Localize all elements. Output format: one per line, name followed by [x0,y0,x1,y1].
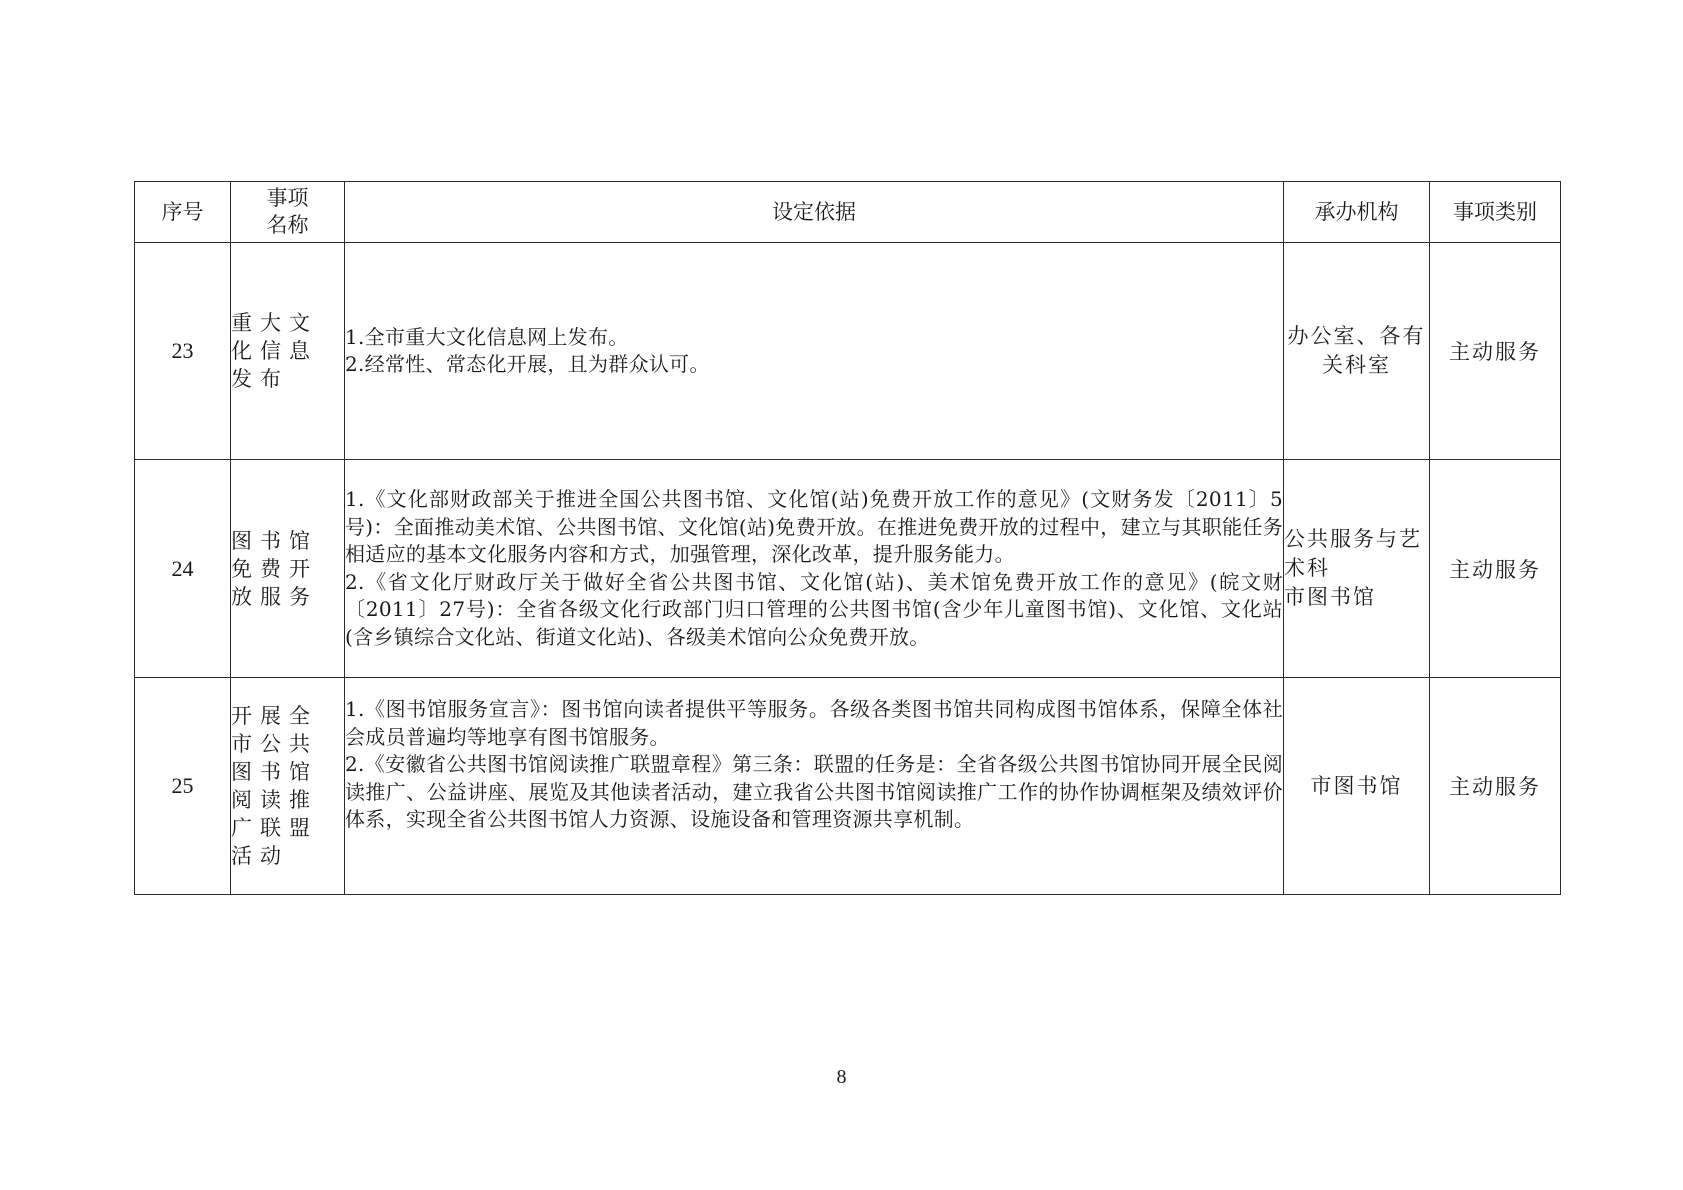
table-row [135,243,1561,460]
table-header-row [135,182,1561,243]
page-number: 8 [836,1066,847,1088]
org-line: 市图书馆 [1284,585,1376,609]
basis-item: 2.经常性、常态化开展，且为群众认可。 [345,352,710,376]
row-org [1284,525,1429,612]
row-name-cell [231,243,345,460]
org-line: 市图书馆 [1310,773,1403,798]
row-name: 开展全市公共图书馆阅读推广联盟活动 [231,704,318,868]
row-basis-cell [345,678,1284,895]
basis-item: 2.《省文化厅财政厅关于做好全省公共图书馆、文化馆(站)、美术馆免费开放工作的意见》(皖文财〔2011〕27号)：全省各级文化行政部门归口管理的公共图书馆(含少年儿童图书馆)、文化馆、文化站(含乡镇综合文化站、街道文化站)、各级美术馆向公众免费开放。 [345,569,1283,649]
row-name: 图书馆免费开放服务 [231,528,318,609]
header-category: 事项类别 [1430,182,1561,243]
table-row [135,678,1561,895]
basis-item: 2.《安徽省公共图书馆阅读推广联盟章程》第三条：联盟的任务是：全省各级公共图书馆协同开展全民阅读推广、公益讲座、展览及其他读者活动，建立我省公共图书馆阅读推广工作的协作协调框架及绩效评价体系，实现全省公共图书馆人力资源、设施设备和管理资源共享机制。 [345,752,1283,832]
row-seq: 23 [135,243,231,460]
row-org-cell [1284,243,1430,460]
row-name: 重大文化信息发布 [231,311,318,391]
header-basis: 设定依据 [345,182,1284,243]
row-basis-cell [345,243,1284,460]
row-category: 主动服务 [1430,678,1561,895]
row-name-cell [231,460,345,678]
basis-item: 1.全市重大文化信息网上发布。 [345,324,629,349]
row-basis [345,696,1283,834]
row-category: 主动服务 [1430,243,1561,460]
row-name-cell [231,678,345,895]
service-items-table [134,181,1561,895]
header-org: 承办机构 [1284,182,1430,243]
row-seq: 25 [135,678,231,895]
row-org-cell [1284,678,1430,895]
basis-item: 1.《文化部财政部关于推进全国公共图书馆、文化馆(站)免费开放工作的意见》(文财务发〔2011〕5号)：全面推动美术馆、公共图书馆、文化馆(站)免费开放。在推进免费开放的过程中，建立与其职能任务相适应的基本文化服务内容和方式，加强管理，深化改革，提升服务能力。 [345,487,1283,566]
row-basis [345,324,1283,379]
row-basis [345,486,1283,651]
header-name-text: 事项名称 [266,186,309,237]
row-category: 主动服务 [1430,460,1561,678]
table-row [135,460,1561,678]
org-line: 办公室、各有关科室 [1287,324,1426,377]
header-seq: 序号 [135,182,231,243]
row-seq: 24 [135,460,231,678]
row-org [1284,322,1429,380]
header-name [231,182,345,243]
row-org [1284,772,1429,801]
row-org-cell [1284,460,1430,678]
org-line: 公共服务与艺术科 [1284,527,1422,580]
basis-item: 1.《图书馆服务宣言》：图书馆向读者提供平等服务。各级各类图书馆共同构成图书馆体系，保障全体社会成员普遍均等地享有图书馆服务。 [345,697,1283,749]
row-basis-cell [345,460,1284,678]
